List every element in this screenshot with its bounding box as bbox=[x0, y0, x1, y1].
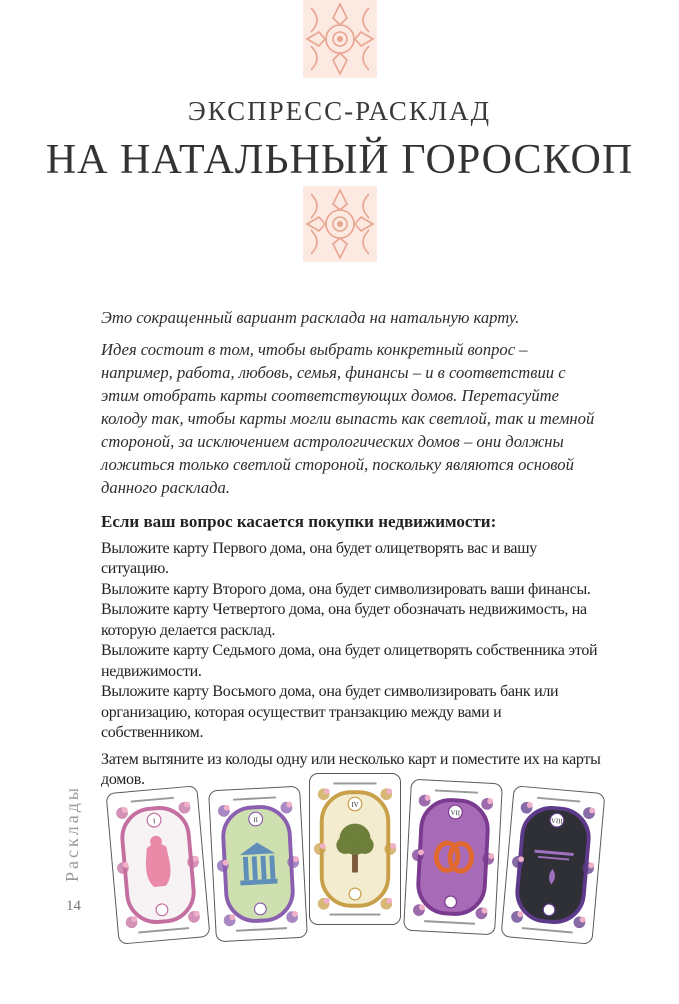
tarot-card-house-2 bbox=[208, 786, 308, 943]
ornament-bottom-icon bbox=[303, 186, 377, 262]
instruction-line: Выложите карту Первого дома, она будет олицетворять вас и вашу ситуацию. bbox=[101, 539, 537, 577]
ornament-top-icon bbox=[303, 0, 377, 78]
card-art-icon bbox=[404, 780, 502, 935]
section-label: Расклады bbox=[62, 785, 82, 882]
intro-paragraph: Это сокращенный вариант расклада на натальную карту. bbox=[101, 308, 520, 327]
card-numeral: VIII bbox=[550, 817, 563, 826]
page-title: НА НАТАЛЬНЫЙ ГОРОСКОП bbox=[45, 137, 634, 183]
tarot-card-house-1 bbox=[106, 785, 211, 944]
instruction-line: Выложите карту Второго дома, она будет символизировать ваши финансы. bbox=[101, 580, 591, 598]
tarot-card-house-4 bbox=[309, 773, 401, 925]
section-heading: Если ваш вопрос касается покупки недвижимости: bbox=[101, 512, 497, 531]
closing-text: Затем вытяните из колоды одну или несколько карт и поместите их на карты домов. bbox=[101, 750, 601, 788]
card-numeral: II bbox=[253, 816, 259, 825]
instruction-line: Выложите карту Восьмого дома, она будет символизировать банк или организацию, которая осуществит транзакцию между вами и собственником. bbox=[101, 683, 559, 741]
instruction-line: Выложите карту Четвертого дома, она будет обозначать недвижимость, на которую делается расклад. bbox=[101, 601, 587, 639]
card-art-icon bbox=[502, 786, 605, 943]
card-art-icon bbox=[310, 774, 400, 924]
intro-text bbox=[101, 306, 601, 508]
instructions bbox=[101, 512, 601, 791]
card-numeral: VII bbox=[450, 809, 461, 818]
page-number: 14 bbox=[66, 898, 81, 914]
card-art-icon bbox=[107, 786, 210, 943]
card-numeral: IV bbox=[351, 801, 359, 809]
intro-paragraph: Идея состоит в том, чтобы выбрать конкретный вопрос – например, работа, любовь, семья, финансы – и в соответствии с этим отобрать карты соответствующих домов. Перетасуйте колоду так, чтобы карты могли выпасть как светлой, так и темной стороной, за исключением астрологических домов – они должны ложиться только светлой стороной, поскольку являются основой данного расклада. bbox=[101, 340, 595, 497]
tarot-card-house-8 bbox=[501, 785, 606, 944]
subtitle: ЭКСПРЕСС-РАСКЛАД bbox=[187, 96, 492, 126]
card-numeral: I bbox=[152, 818, 156, 826]
card-art-icon bbox=[209, 787, 307, 942]
tarot-card-house-7 bbox=[403, 779, 503, 936]
instruction-line: Выложите карту Седьмого дома, она будет олицетворять собственника этой недвижимости. bbox=[101, 642, 598, 680]
